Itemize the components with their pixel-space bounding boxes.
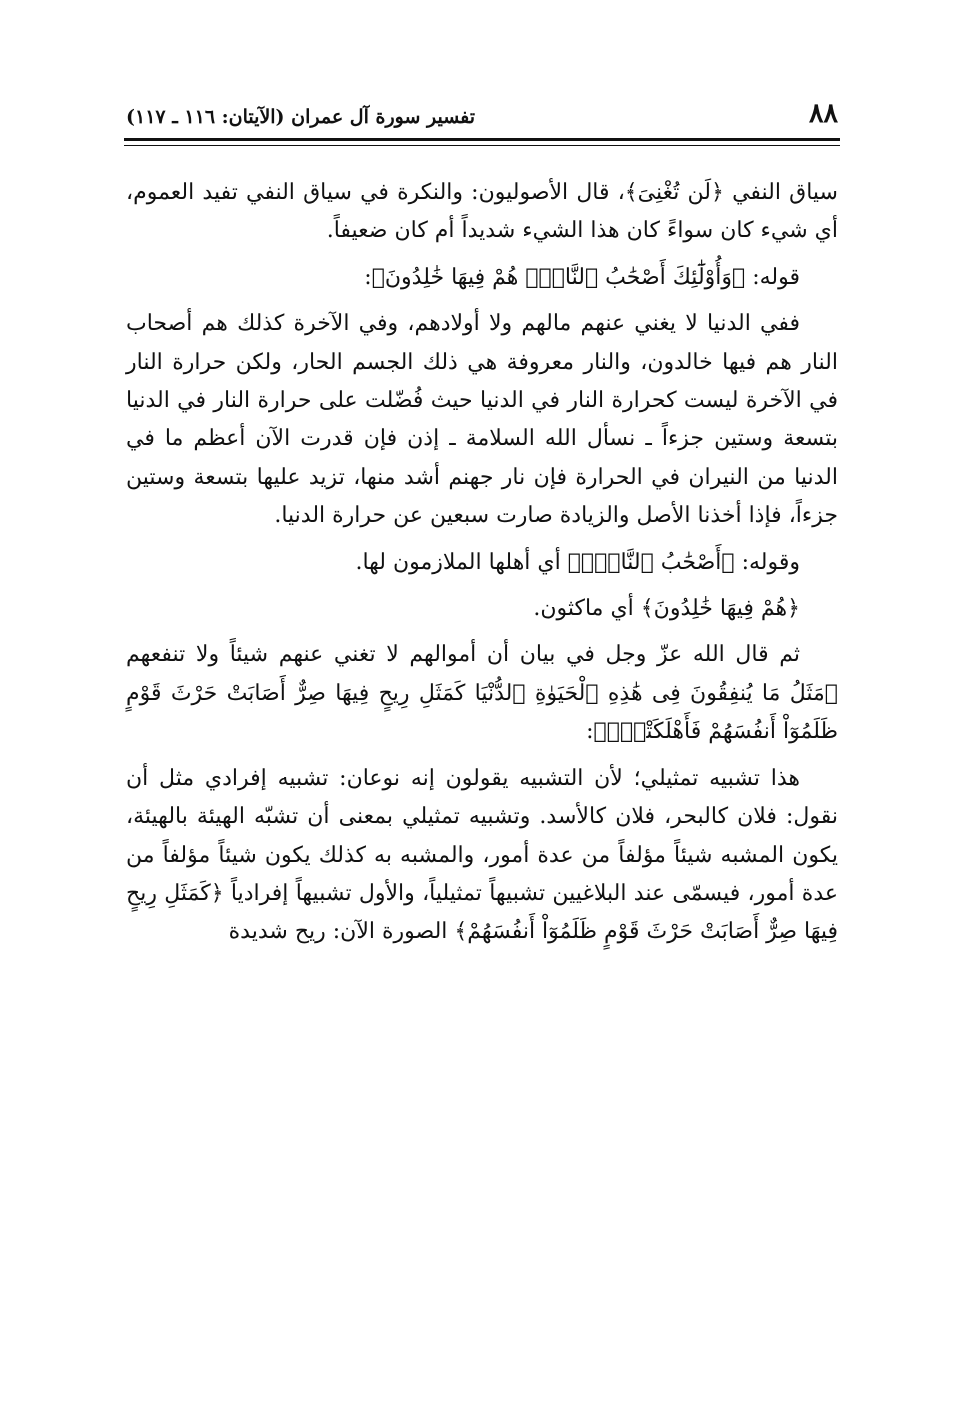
header-rule-thick (124, 138, 840, 141)
page-number: ٨٨ (808, 98, 838, 129)
paragraph-6: ثم قال الله عزّ وجل في بيان أن أموالهم لا تغني عنهم شيئاً ولا تنفعهم ﴿مَثَلُ مَا يُنفِقُونَ فِى هَٰذِهِ ٱلْحَيَوٰةِ ٱلدُّنْيَا كَمَثَلِ رِيحٍ فِيهَا صِرٌّ أَصَابَتْ حَرْثَ قَوْمٍ ظَلَمُوٓاْ أَنفُسَهُمْ فَأَهْلَكَتْهُۚ﴾: (126, 642, 838, 745)
paragraph-7: هذا تشبيه تمثيلي؛ لأن التشبيه يقولون إنه نوعان: تشبيه إفرادي مثل أن نقول: فلان كالبحر، فلان كالأسد. وتشبيه تمثيلي بمعنى أن تشبّه الهيئة بالهيئة، يكون المشبه شيئاً مؤلفاً من عدة أمور، والمشبه به كذلك يكون شيئاً مؤلفاً من عدة أمور، فيسمّى عند البلاغيين تشبيهاً تمثيلياً، والأول تشبيهاً إفرادياً ﴿كَمَثَلِ رِيحٍ فِيهَا صِرٌّ أَصَابَتْ حَرْثَ قَوْمٍ ظَلَمُوٓاْ أَنفُسَهُمْ﴾ الصورة الآن: ريح شديدة (126, 765, 838, 945)
paragraph-2: قوله: ﴿وَأُوْلَٰٓئِكَ أَصْحَٰبُ ٱلنَّارِۖ هُمْ فِيهَا خَٰلِدُونَ﴾: (364, 264, 800, 290)
paragraph-3: ففي الدنيا لا يغني عنهم مالهم ولا أولادهم، وفي الآخرة كذلك هم أصحاب النار هم فيها خالدون، والنار معروفة هي ذلك الجسم الحار، ولكن حرارة النار في الآخرة ليست كحرارة النار في الدنيا حيث فُضّلت على حرارة النار في الدنيا بتسعة وستين جزءاً ـ نسأل الله السلامة ـ إذن فإن قدرت الآن أعظم ما في الدنيا من النيران في الحرارة فإن نار جهنم أشد منها، تزيد عليها بتسعة وستين جزءاً، فإذا أخذنا الأصل والزيادة صارت سبعين عن حرارة الدنيا. (126, 311, 838, 529)
header-rule-thin (124, 145, 840, 146)
paragraph-1: سياق النفي ﴿لَن تُغْنِىَ﴾، قال الأصوليون: والنكرة في سياق النفي تفيد العموم، أي شيء كان سواءً كان هذا الشيء شديداً أم كان ضعيفاً. (126, 180, 838, 244)
paragraph-5: ﴿هُمْ فِيهَا خَٰلِدُونَ﴾ أي ماكثون. (533, 596, 800, 622)
page-body (126, 174, 838, 1374)
paragraph-4: وقوله: ﴿أَصْحَٰبُ ٱلنَّارِۖ﴾ أي أهلها الملازمون لها. (355, 549, 800, 575)
page-header (126, 98, 838, 138)
running-title: تفسير سورة آل عمران (الآيتان: ١١٦ ـ ١١٧) (126, 106, 476, 128)
